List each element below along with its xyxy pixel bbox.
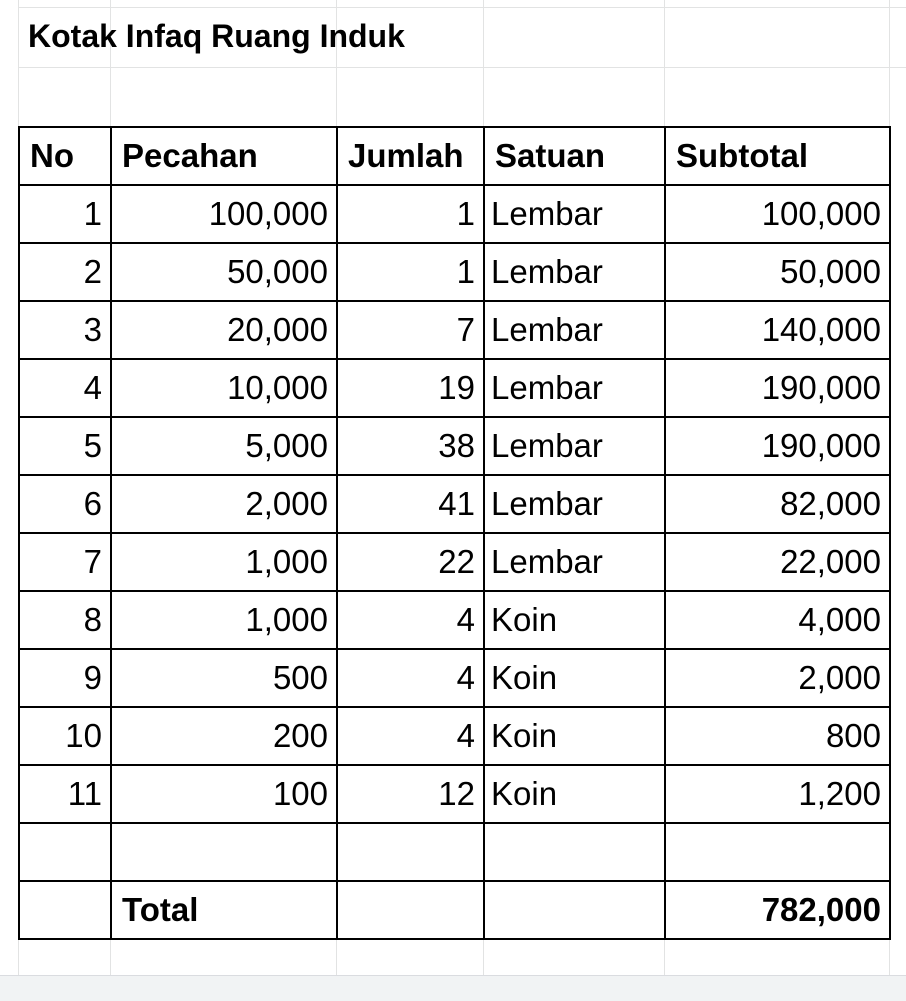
- total-row: [19, 881, 890, 939]
- cell-satuan[interactable]: Lembar: [484, 301, 665, 359]
- cell-satuan[interactable]: Koin: [484, 707, 665, 765]
- cell-subtotal[interactable]: 140,000: [665, 301, 890, 359]
- cell-satuan[interactable]: Lembar: [484, 185, 665, 243]
- cell-no[interactable]: 11: [19, 765, 111, 823]
- cell-no[interactable]: 7: [19, 533, 111, 591]
- cell-jumlah[interactable]: 4: [337, 707, 484, 765]
- cell-pecahan[interactable]: 1,000: [111, 533, 337, 591]
- empty-cell[interactable]: [19, 823, 111, 881]
- cell-no[interactable]: 3: [19, 301, 111, 359]
- cell-jumlah[interactable]: 38: [337, 417, 484, 475]
- cell-pecahan[interactable]: 200: [111, 707, 337, 765]
- cell-subtotal[interactable]: 800: [665, 707, 890, 765]
- header-row: [19, 127, 890, 185]
- sheet-title[interactable]: Kotak Infaq Ruang Induk: [28, 18, 405, 54]
- cell-no[interactable]: 6: [19, 475, 111, 533]
- table-row: [19, 533, 890, 591]
- empty-cell[interactable]: [484, 823, 665, 881]
- cell-pecahan[interactable]: 500: [111, 649, 337, 707]
- header-subtotal[interactable]: Subtotal: [665, 127, 890, 185]
- cell-no[interactable]: 5: [19, 417, 111, 475]
- cell-satuan[interactable]: Lembar: [484, 359, 665, 417]
- cell-pecahan[interactable]: 1,000: [111, 591, 337, 649]
- empty-cell[interactable]: [111, 823, 337, 881]
- header-no[interactable]: No: [19, 127, 111, 185]
- cell-satuan[interactable]: Koin: [484, 591, 665, 649]
- cell-subtotal[interactable]: 190,000: [665, 359, 890, 417]
- cell-jumlah[interactable]: 1: [337, 243, 484, 301]
- empty-cell[interactable]: [19, 881, 111, 939]
- cell-pecahan[interactable]: 50,000: [111, 243, 337, 301]
- table-row: [19, 243, 890, 301]
- total-value[interactable]: 782,000: [665, 881, 890, 939]
- cell-jumlah[interactable]: 41: [337, 475, 484, 533]
- cell-satuan[interactable]: Lembar: [484, 475, 665, 533]
- cell-pecahan[interactable]: 2,000: [111, 475, 337, 533]
- table-row: [19, 765, 890, 823]
- cell-no[interactable]: 9: [19, 649, 111, 707]
- cell-jumlah[interactable]: 4: [337, 649, 484, 707]
- cell-jumlah[interactable]: 12: [337, 765, 484, 823]
- cell-no[interactable]: 10: [19, 707, 111, 765]
- cell-pecahan[interactable]: 20,000: [111, 301, 337, 359]
- cell-pecahan[interactable]: 100: [111, 765, 337, 823]
- cell-jumlah[interactable]: 4: [337, 591, 484, 649]
- cell-subtotal[interactable]: 22,000: [665, 533, 890, 591]
- cell-no[interactable]: 1: [19, 185, 111, 243]
- table-row: [19, 475, 890, 533]
- header-jumlah[interactable]: Jumlah: [337, 127, 484, 185]
- table-row: [19, 185, 890, 243]
- table-row: [19, 301, 890, 359]
- cell-subtotal[interactable]: 4,000: [665, 591, 890, 649]
- sheet-bottom-bar: [0, 975, 906, 1001]
- cell-subtotal[interactable]: 82,000: [665, 475, 890, 533]
- cell-subtotal[interactable]: 190,000: [665, 417, 890, 475]
- table-row: [19, 649, 890, 707]
- empty-cell[interactable]: [337, 881, 484, 939]
- empty-row: [19, 823, 890, 881]
- cell-jumlah[interactable]: 1: [337, 185, 484, 243]
- total-label[interactable]: Total: [111, 881, 337, 939]
- cell-pecahan[interactable]: 5,000: [111, 417, 337, 475]
- header-satuan[interactable]: Satuan: [484, 127, 665, 185]
- cell-satuan[interactable]: Lembar: [484, 417, 665, 475]
- header-pecahan[interactable]: Pecahan: [111, 127, 337, 185]
- cell-satuan[interactable]: Koin: [484, 765, 665, 823]
- empty-cell[interactable]: [337, 823, 484, 881]
- table-row: [19, 591, 890, 649]
- cell-satuan[interactable]: Lembar: [484, 243, 665, 301]
- cell-pecahan[interactable]: 100,000: [111, 185, 337, 243]
- empty-cell[interactable]: [665, 823, 890, 881]
- cell-no[interactable]: 2: [19, 243, 111, 301]
- cell-jumlah[interactable]: 22: [337, 533, 484, 591]
- table-row: [19, 417, 890, 475]
- cell-subtotal[interactable]: 100,000: [665, 185, 890, 243]
- cell-pecahan[interactable]: 10,000: [111, 359, 337, 417]
- empty-cell[interactable]: [484, 881, 665, 939]
- table-row: [19, 707, 890, 765]
- cell-no[interactable]: 4: [19, 359, 111, 417]
- gridline: [18, 7, 906, 8]
- cell-jumlah[interactable]: 19: [337, 359, 484, 417]
- cell-no[interactable]: 8: [19, 591, 111, 649]
- table-row: [19, 359, 890, 417]
- cell-subtotal[interactable]: 50,000: [665, 243, 890, 301]
- cell-subtotal[interactable]: 1,200: [665, 765, 890, 823]
- cell-satuan[interactable]: Koin: [484, 649, 665, 707]
- cell-satuan[interactable]: Lembar: [484, 533, 665, 591]
- gridline: [18, 67, 906, 68]
- infaq-table: [18, 126, 891, 940]
- cell-subtotal[interactable]: 2,000: [665, 649, 890, 707]
- cell-jumlah[interactable]: 7: [337, 301, 484, 359]
